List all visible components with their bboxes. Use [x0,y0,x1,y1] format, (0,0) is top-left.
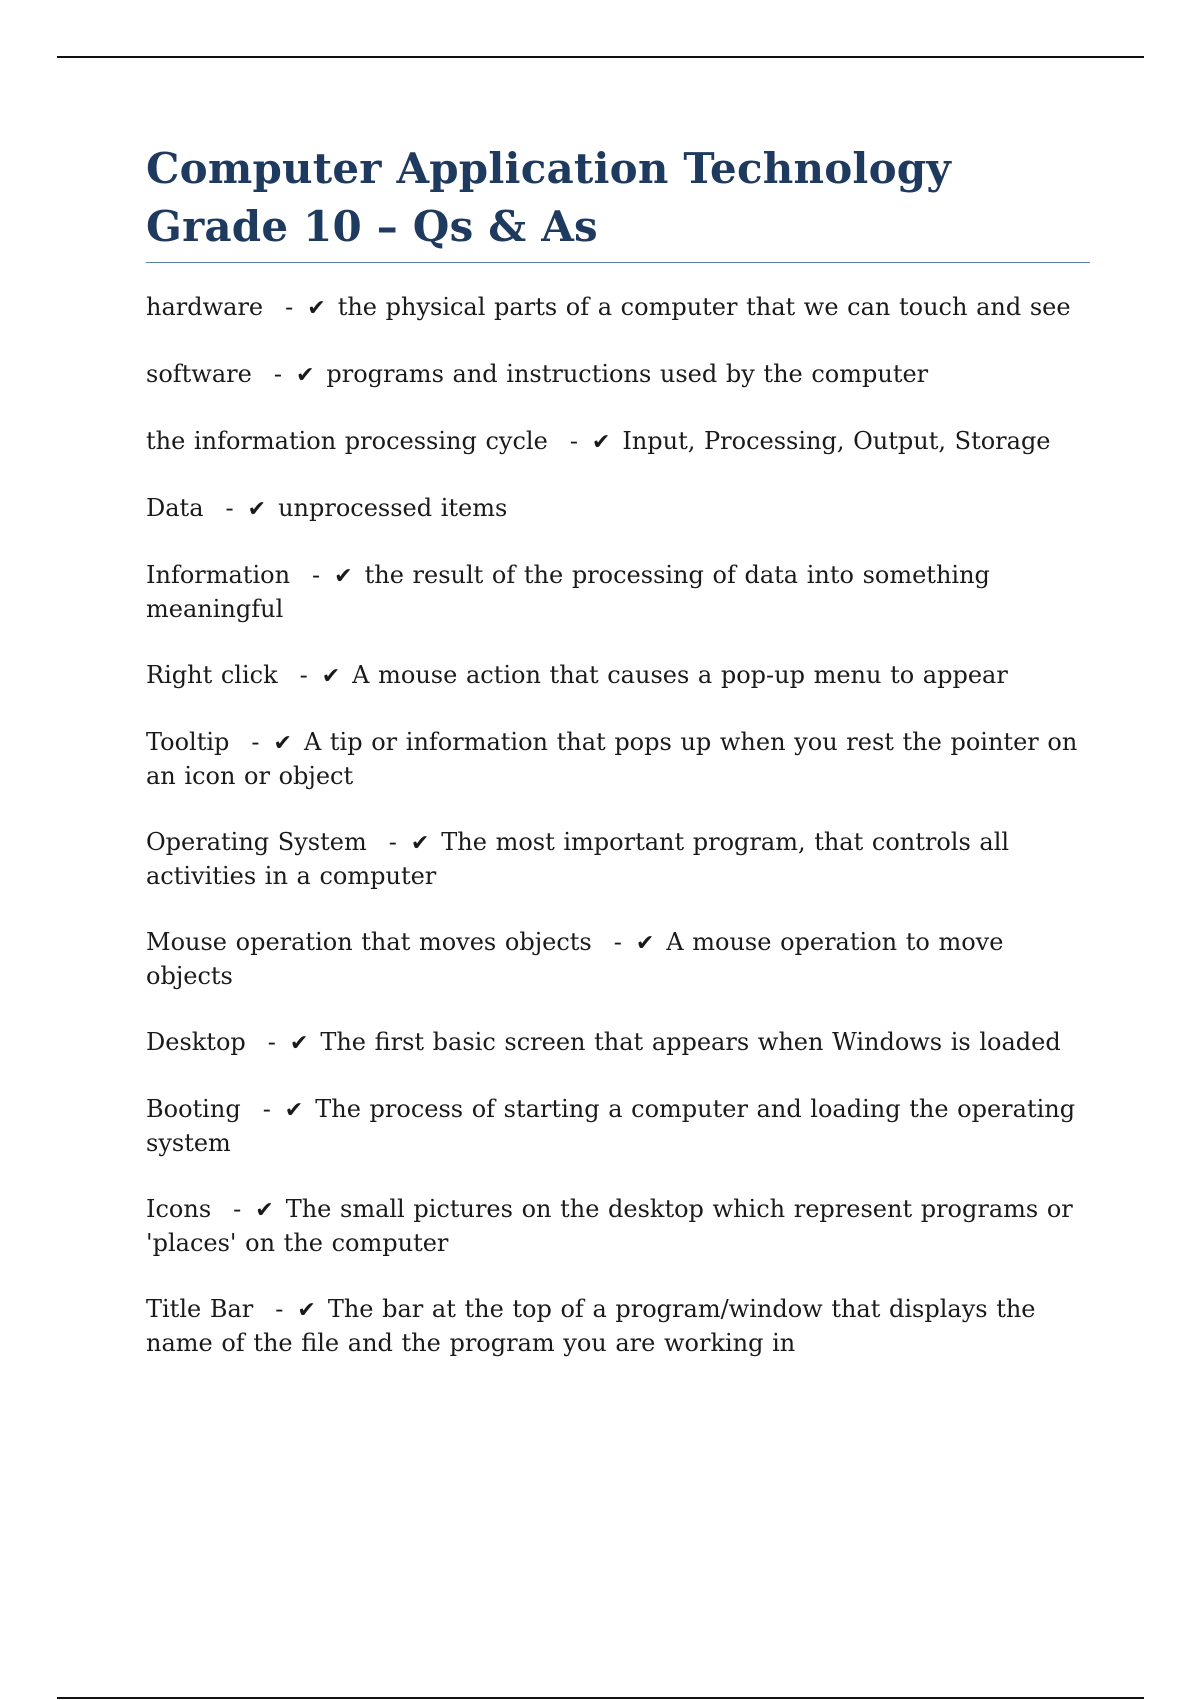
qa-separator: - [388,828,397,856]
bottom-rule [57,1697,1144,1699]
checkmark-icon: ✔ [297,1298,316,1323]
qa-term: Operating System [146,828,367,856]
qa-answer: The first basic screen that appears when Windows is loaded [320,1028,1061,1056]
qa-item [146,659,1090,693]
qa-term: Tooltip [146,728,230,756]
qa-separator: - [251,728,260,756]
qa-separator: - [613,928,622,956]
qa-answer: unprocessed items [278,494,508,522]
qa-answer: programs and instructions used by the computer [326,360,929,388]
qa-term: Booting [146,1095,241,1123]
qa-separator: - [267,1028,276,1056]
qa-separator: - [225,494,234,522]
checkmark-icon: ✔ [307,296,326,321]
qa-item [146,492,1090,526]
qa-item [146,425,1090,459]
qa-item [146,358,1090,392]
qa-list [146,291,1090,1360]
top-rule [57,56,1144,58]
qa-answer: A mouse action that causes a pop-up menu to appear [352,661,1008,689]
qa-separator: - [285,293,294,321]
qa-item [146,926,1090,993]
qa-term: Mouse operation that moves objects [146,928,592,956]
qa-answer: The process of starting a computer and loading the operating system [146,1095,1076,1157]
checkmark-icon: ✔ [591,430,611,455]
title-underline [146,262,1090,263]
qa-answer: The bar at the top of a program/window that displays the name of the file and the program you are working in [146,1295,1036,1357]
qa-item [146,1293,1090,1360]
checkmark-icon: ✔ [247,497,267,522]
qa-item [146,1193,1090,1260]
qa-answer: A mouse operation to move objects [146,928,1004,990]
checkmark-icon: ✔ [635,931,655,956]
qa-item [146,291,1090,325]
checkmark-icon: ✔ [284,1098,304,1123]
qa-item [146,559,1090,626]
qa-term: Desktop [146,1028,246,1056]
qa-term: Information [146,561,291,589]
qa-separator: - [233,1195,242,1223]
checkmark-icon: ✔ [273,731,292,756]
qa-item [146,826,1090,893]
qa-answer: A tip or information that pops up when you rest the pointer on an icon or object [146,728,1078,790]
qa-separator: - [262,1095,271,1123]
checkmark-icon: ✔ [321,664,341,689]
page-title: Computer Application Technology Grade 10 – Qs & As [146,144,951,251]
qa-answer: The most important program, that controls all activities in a computer [146,828,1010,890]
qa-term: Data [146,494,204,522]
qa-item [146,1093,1090,1160]
qa-separator: - [273,360,282,388]
qa-answer: the physical parts of a computer that we can touch and see [337,293,1071,321]
qa-separator: - [569,427,578,455]
qa-term: Right click [146,661,278,689]
qa-separator: - [312,561,321,589]
document-body [146,140,1090,1393]
qa-term: Title Bar [146,1295,254,1323]
checkmark-icon: ✔ [295,363,315,388]
checkmark-icon: ✔ [289,1031,309,1056]
checkmark-icon: ✔ [334,564,353,589]
qa-answer: the result of the processing of data into something meaningful [146,561,990,623]
qa-term: hardware [146,293,264,321]
qa-term: software [146,360,252,388]
qa-term: Icons [146,1195,212,1223]
checkmark-icon: ✔ [410,831,430,856]
qa-separator: - [275,1295,284,1323]
qa-item [146,1026,1090,1060]
checkmark-icon: ✔ [255,1198,274,1223]
qa-separator: - [299,661,308,689]
qa-answer: The small pictures on the desktop which represent programs or 'places' on the computer [146,1195,1073,1257]
qa-term: the information processing cycle [146,427,548,455]
qa-item [146,726,1090,793]
qa-answer: Input, Processing, Output, Storage [622,427,1051,455]
